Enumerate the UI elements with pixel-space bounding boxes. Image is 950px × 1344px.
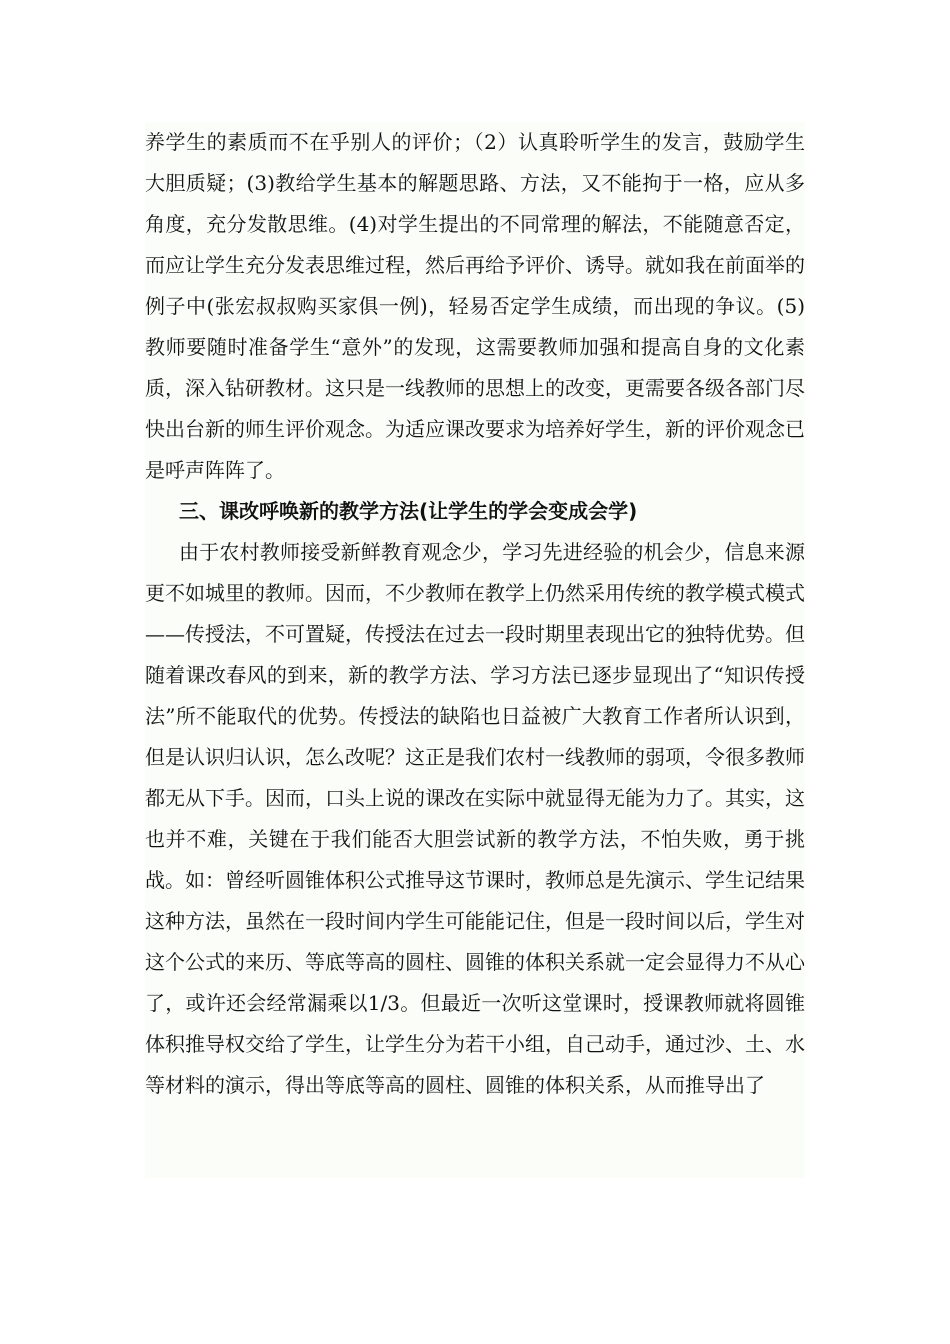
- continued-paragraph: 养学生的素质而不在乎别人的评价；（2）认真聆听学生的发言，鼓励学生大胆质疑；(3)教给学生基本的解题思路、方法，又不能拘于一格，应从多角度，充分发散思维。(4)对学生提出的不同常理的解法，不能随意否定，而应让学生充分发表思维过程，然后再给予评价、诱导。就如我在前面举的例子中(张宏叔叔购买家俱一例)，轻易否定学生成绩，而出现的争议。(5)教师要随时准备学生“意外”的发现，这需要教师加强和提高自身的文化素质，深入钻研教材。这只是一线教师的思想上的改变，更需要各级各部门尽快出台新的师生评价观念。为适应课改要求为培养好学生，新的评价观念已是呼声阵阵了。: [145, 130, 805, 482]
- text-body: [145, 122, 805, 1178]
- section-heading: 三、课改呼唤新的教学方法(让学生的学会变成会学): [179, 499, 638, 523]
- section-paragraph: 由于农村教师接受新鲜教育观念少，学习先进经验的机会少，信息来源更不如城里的教师。因而，不少教师在教学上仍然采用传统的教学模式模式——传授法，不可置疑，传授法在过去一段时期里表现出它的独特优势。但随着课改春风的到来，新的教学方法、学习方法已逐步显现出了“知识传授法”所不能取代的优势。传授法的缺陷也日益被广大教育工作者所认识到，但是认识归认识，怎么改呢？这正是我们农村一线教师的弱项，令很多教师都无从下手。因而，口头上说的课改在实际中就显得无能为力了。其实，这也并不难，关键在于我们能否大胆尝试新的教学方法，不怕失败，勇于挑战。如：曾经听圆锥体积公式推导这节课时，教师总是先演示、学生记结果这种方法，虽然在一段时间内学生可能能记住，但是一段时间以后，学生对这个公式的来历、等底等高的圆柱、圆锥的体积关系就一定会显得力不从心了，或许还会经常漏乘以1/3。但最近一次听这堂课时，授课教师就将圆锥体积推导权交给了学生，让学生分为若干小组，自己动手，通过沙、土、水等材料的演示，得出等底等高的圆柱、圆锥的体积关系，从而推导出了: [145, 540, 805, 1097]
